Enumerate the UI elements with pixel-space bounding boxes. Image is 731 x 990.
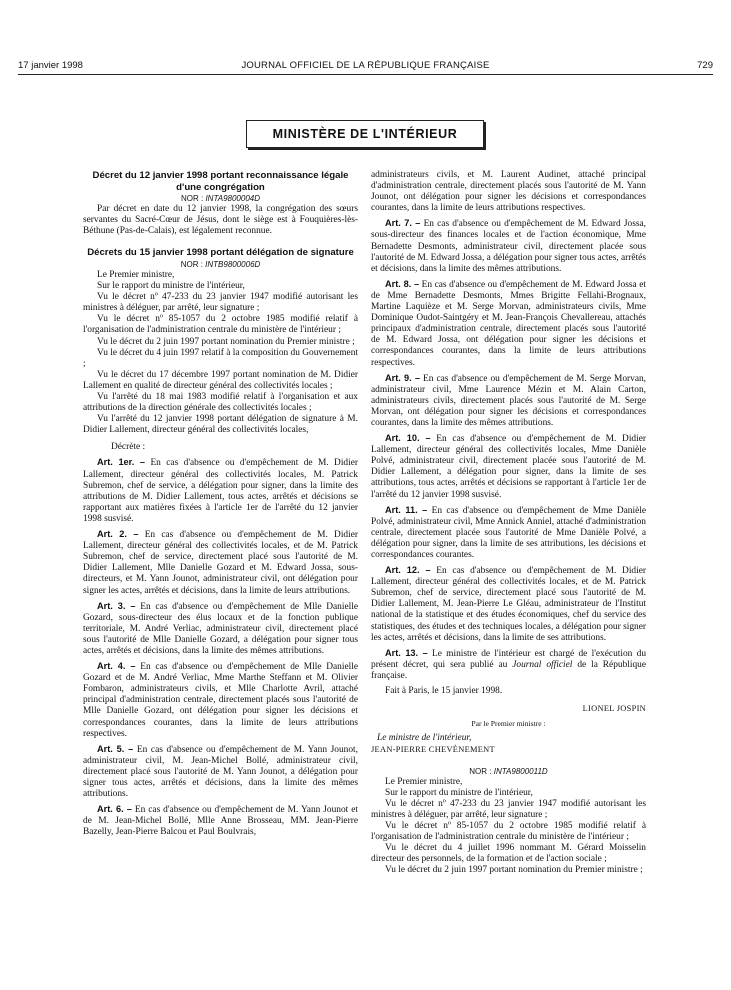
paragraph: Vu l'arrêté du 18 mai 1983 modifié relatif à l'organisation et aux attributions de la direction générale des collectivités locales ;	[83, 392, 358, 414]
signature-date: Fait à Paris, le 15 janvier 1998.	[385, 686, 503, 697]
ministry-heading: MINISTÈRE DE L'INTÉRIEUR	[272, 127, 458, 141]
minister-title: Le ministre de l'intérieur,	[377, 733, 472, 744]
left-column	[83, 170, 358, 838]
paragraph: Vu le décret du 2 juin 1997 portant nomination du Premier ministre ;	[385, 865, 643, 876]
paragraph: Vu l'arrêté du 12 janvier 1998 portant délégation de signature à M. Didier Lallement, directeur général des collectivités locales,	[83, 414, 358, 436]
paragraph: Vu le décret nº 47-233 du 23 janvier 1947 modifié autorisant les ministres à déléguer, par arrêté, leur signature ;	[83, 292, 358, 314]
paragraph: Sur le rapport du ministre de l'intérieur,	[385, 787, 533, 798]
article-3: Art. 3. – En cas d'absence ou d'empêchement de Mlle Danielle Gozard, sous-directeur des élus locaux et de la fonction publique territoriale, M. André Verliac, administrateur civil, directement placé sous l'autorité de Mlle Danielle Gozard, a délégation pour signer tous actes, arrêtés et décisions, dans la limite des mêmes attributions.	[83, 600, 358, 656]
article-7: Art. 7. – En cas d'absence ou d'empêchement de M. Edward Jossa, sous-directeur des finances locales et de l'action économique, Mme Bernadette Desmonts, administrateur civil, directement placée sous l'autorité de M. Edward Jossa, a délégation pour signer tous actes, arrêtés et décisions, dans la limite des mêmes attributions.	[371, 218, 647, 274]
signatory-name: LIONEL JOSPIN	[582, 704, 646, 714]
paragraph: Vu le décret nº 85-1057 du 2 octobre 1985 modifié relatif à l'organisation de l'administration centrale du ministère de l'intérieur ;	[83, 314, 358, 336]
article-6: Art. 6. – En cas d'absence ou d'empêchement de M. Yann Jounot et de M. Jean-Michel Bollé, Mlle Anne Brosseau, MM. Jean-Pierre Bazelly, Jean-Pierre Balcou et Paul Boulvrais,	[83, 804, 358, 838]
paragraph: Vu le décret du 2 juin 1997 portant nomination du Premier ministre ;	[97, 336, 355, 347]
article-5: Art. 5. – En cas d'absence ou d'empêchement de M. Yann Jounot, administrateur civil, M. Jean-Michel Bollé, administrateur civil, directement placé sous l'autorité de M. Yann Jounot, a délégation pour signer tous actes, arrêtés et décisions, dans la limite des mêmes attributions.	[83, 743, 358, 800]
paragraph: Vu le décret nº 47-233 du 23 janvier 1947 modifié autorisant les ministres à déléguer, par arrêté, leur signature ;	[371, 798, 646, 820]
article-2: Art. 2. – En cas d'absence ou d'empêchement de M. Didier Lallement, directeur général des collectivités locales, et de M. Patrick Subremon, chef de service, directement placé sous l'autorité de M. Didier Lallement, Mlle Danielle Gozard et M. Edward Jossa, sous-directeurs, et M. Yann Jounot, administrateur civil, ont délégation pour signer les actes, arrêtés et décisions, dans la limite de leurs attributions.	[83, 529, 359, 596]
header-date: 17 janvier 1998	[18, 60, 83, 71]
paragraph: Sur le rapport du ministre de l'intérieur,	[97, 281, 245, 292]
article-6-continued: administrateurs civils, et M. Laurent Audinet, attaché principal d'administration centrale, directement placés sous l'autorité de M. Yann Jounot, ont délégation pour signer les décisions et correspondances courantes, dans la limite de leurs attributions respectives.	[371, 170, 646, 214]
paragraph: Vu le décret nº 85-1057 du 2 octobre 1985 modifié relatif à l'organisation de l'administration centrale du ministère de l'intérieur ;	[371, 820, 646, 843]
article-9: Art. 9. – En cas d'absence ou d'empêchement de M. Serge Morvan, administrateur civil, Mme Laurence Mézin et M. Alain Carton, administrateurs civils, directement placés sous l'autorité de M. Serge Morvan, ont délégation pour signer les décisions et correspondances courantes, dans la limite des mêmes attributions.	[371, 372, 647, 428]
decrete-line: Décrète :	[111, 442, 146, 453]
decree-2-title: Décrets du 15 janvier 1998 portant délégation de signature	[87, 247, 354, 259]
article-12: Art. 12. – En cas d'absence ou d'empêchement de M. Didier Lallement, directeur général des collectivités locales, et de M. Patrick Subremon, chef de service, directement placé sous l'autorité de M. Didier Lallement, M. Jean-Pierre Le Gléau, administrateur de l'Institut national de la statistique et des études économiques, chef du service des statistiques, des études et des techniques locales, a délégation pour signer les actes, arrêtés et décisions, dans la limite de ses attributions.	[371, 565, 647, 643]
header-journal-title: JOURNAL OFFICIEL DE LA RÉPUBLIQUE FRANÇAISE	[241, 60, 490, 71]
article-8: Art. 8. – En cas d'absence ou d'empêchement de M. Edward Jossa et de Mme Bernadette Desmonts, Mmes Brigitte Fellahi-Brognaux, Martine Laquièze et M. Serge Morvan, administrateurs civils, Mme Dominique Oudot-Saintgéry et M. Jean-François Chevallereau, attachés principaux d'administration centrale, directement placés sous l'autorité de M. Edward Jossa, ont délégation pour signer les décisions et correspondances courantes, dans la limite de leurs attributions respectives.	[371, 278, 647, 368]
article-11: Art. 11. – En cas d'absence ou d'empêchement de Mme Danièle Polvé, administrateur civil, Mme Annick Anniel, attaché d'administration centrale, directement placée sous l'autorité de Mme Danièle Polvé, a délégation pour signer, dans la limite de ses attributions, les décisions et correspondances courantes.	[371, 504, 647, 560]
paragraph: Le Premier ministre,	[97, 269, 175, 280]
signatory-intro: Par le Premier ministre :	[471, 719, 546, 729]
decree-1-title: Décret du 12 janvier 1998 portant reconnaissance légale d'une congrégation	[92, 170, 349, 193]
paragraph: Le Premier ministre,	[385, 776, 463, 787]
paragraph: Vu le décret du 4 juillet 1996 nommant M. Gérard Moisselin directeur des personnels, de la formation et de l'action sociale ;	[371, 843, 646, 865]
paragraph: Vu le décret du 17 décembre 1997 portant nomination de M. Didier Lallement en qualité de directeur général des collectivités locales ;	[83, 369, 358, 391]
decree-1-text: Par décret en date du 12 janvier 1998, la congrégation des sœurs servantes du Sacré-Cœur de Jésus, dont le siège est à Fouquières-lès-Béthune (Pas-de-Calais), est légalement reconnue.	[83, 204, 358, 237]
right-column	[371, 170, 646, 876]
header-page-number: 729	[697, 60, 713, 71]
article-13: Art. 13. – Le ministre de l'intérieur est chargé de l'exécution du présent décret, qui sera publié au Journal officiel de la République française.	[371, 647, 647, 681]
ministry-heading-box	[246, 120, 484, 148]
page-header	[18, 60, 713, 74]
decree-2-nor: NOR : INTB9800006D	[180, 259, 261, 269]
paragraph: Vu le décret du 4 juin 1997 relatif à la composition du Gouvernement ;	[83, 347, 358, 369]
decree-1-nor: NOR : INTA9800004D	[180, 194, 261, 203]
header-rule	[18, 74, 713, 75]
article-4: Art. 4. – En cas d'absence ou d'empêchement de Mlle Danielle Gozard et de M. André Verliac, Mme Marthe Steffann et M. Olivier Fombaron, administrateurs civils, et Mlle Charlotte Avril, attaché principal d'administration centrale, directement placés sous l'autorité de Mlle Danielle Gozard, ont délégation pour signer les décisions et correspondances courantes, dans la limite de leurs attributions respectives.	[83, 661, 358, 739]
minister-name: JEAN-PIERRE CHEVÈNEMENT	[371, 745, 495, 755]
decree-3-nor: NOR : INTA9800011D	[469, 766, 548, 776]
article-1: Art. 1er. – En cas d'absence ou d'empêchement de M. Didier Lallement, directeur général des collectivités locales, M. Patrick Subremon, chef de service, a délégation pour signer, dans la limite des attributions de M. Didier Lallement, tous actes, arrêtés et décisions se rapportant aux matières fixées à l'article 1er de l'arrêté du 12 janvier 1998 susvisé.	[83, 457, 359, 524]
article-10: Art. 10. – En cas d'absence ou d'empêchement de M. Didier Lallement, directeur général des collectivités locales, Mme Danièle Polvé, administrateur civil, directement placée sous l'autorité de M. Didier Lallement, a délégation pour signer, dans la limite de ses attributions, tous actes, arrêtés et décisions se rapportant à l'article 1er de l'arrêté du 12 janvier 1998 susvisé.	[371, 433, 647, 500]
